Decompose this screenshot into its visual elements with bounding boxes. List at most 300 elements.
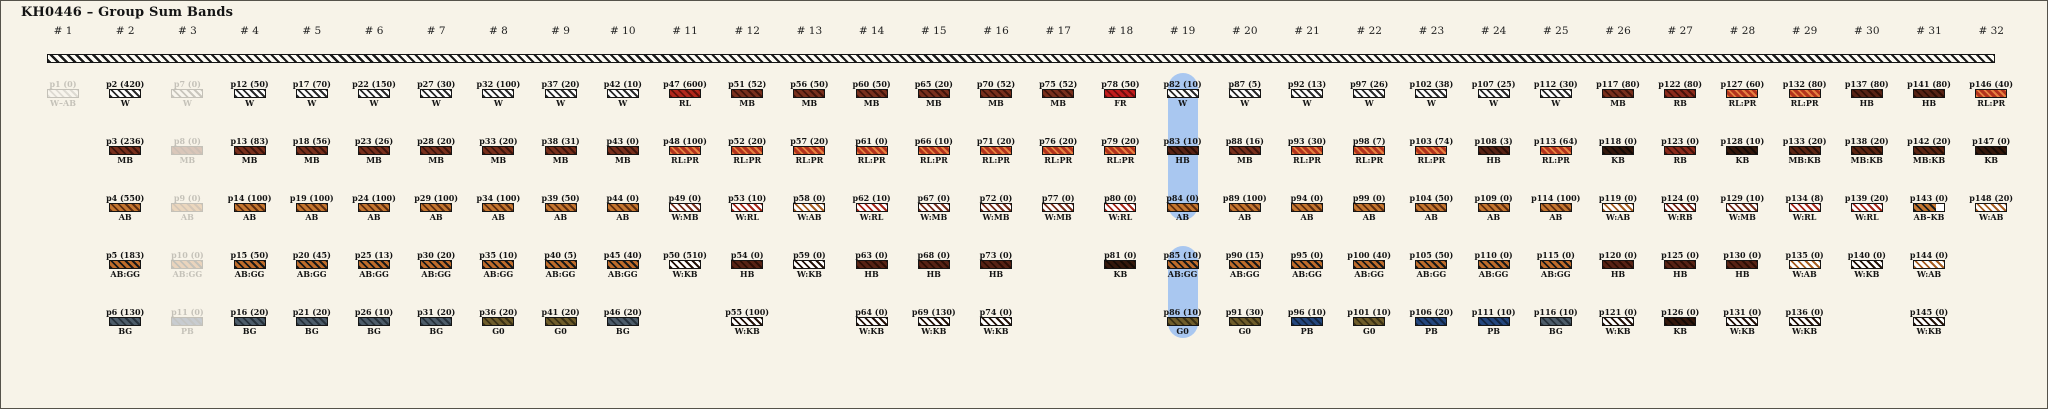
band-cell-p44[interactable]: [592, 194, 654, 222]
band-cell-p92[interactable]: [1276, 80, 1338, 108]
band-cell-p106[interactable]: [1400, 308, 1462, 336]
band-cell-p103[interactable]: [1400, 137, 1462, 165]
band-code-label: MB: [552, 155, 569, 165]
band-cell-p93[interactable]: [1276, 137, 1338, 165]
band-cell-p62[interactable]: [841, 194, 903, 222]
band-cell-p31[interactable]: [405, 308, 467, 336]
band-code-label: W: [245, 98, 255, 108]
band-cell-p8[interactable]: [156, 137, 218, 165]
band-cell-p76[interactable]: [1027, 137, 1089, 165]
band-id-label: p145 (0): [1909, 307, 1949, 317]
band-bar: [1104, 203, 1136, 212]
band-cell-p27[interactable]: [405, 80, 467, 108]
band-cell-p133[interactable]: [1774, 137, 1836, 165]
band-cell-p73[interactable]: [965, 251, 1027, 279]
column-header: # 12: [734, 25, 760, 37]
band-bar: [1913, 89, 1945, 98]
band-cell-p56[interactable]: [778, 80, 840, 108]
band-bar: [296, 146, 328, 155]
band-cell-p48[interactable]: [654, 137, 716, 165]
band-cell-p136[interactable]: [1774, 308, 1836, 336]
band-bar: [731, 203, 763, 212]
band-id-label: p42 (10): [603, 79, 642, 89]
band-id-label: p47 (600): [663, 79, 707, 89]
band-cell-p10[interactable]: [156, 251, 218, 279]
band-cell-p125[interactable]: [1649, 251, 1711, 279]
band-cell-p21[interactable]: [281, 308, 343, 336]
band-code-label: RL:PR: [1417, 155, 1446, 165]
band-bar: [1104, 260, 1136, 269]
band-id-label: p100 (40): [1347, 250, 1392, 260]
band-id-label: p28 (20): [417, 136, 456, 146]
band-code-label: G0: [1362, 326, 1376, 336]
band-cell-p113[interactable]: [1525, 137, 1587, 165]
band-cell-p104[interactable]: [1400, 194, 1462, 222]
band-bar: [171, 317, 203, 326]
band-bar: [1664, 317, 1696, 326]
band-cell-p37[interactable]: [530, 80, 592, 108]
band-cell-p107[interactable]: [1463, 80, 1525, 108]
band-bar: [1726, 146, 1758, 155]
band-bar: [171, 260, 203, 269]
band-cell-p4[interactable]: [94, 194, 156, 222]
band-code-label: W: [369, 98, 379, 108]
band-cell-p86[interactable]: [1152, 308, 1214, 336]
band-bar: [856, 317, 888, 326]
band-id-label: p46 (20): [603, 307, 642, 317]
band-cell-p99[interactable]: [1338, 194, 1400, 222]
band-code-label: W: [307, 98, 317, 108]
band-bar: [1540, 317, 1572, 326]
band-cell-p132[interactable]: [1774, 80, 1836, 108]
band-cell-p89[interactable]: [1214, 194, 1276, 222]
band-bar: [482, 260, 514, 269]
band-cell-p53[interactable]: [716, 194, 778, 222]
band-cell-p3[interactable]: [94, 137, 156, 165]
band-code-label: RL:PR: [919, 155, 948, 165]
band-cell-p143[interactable]: [1898, 194, 1960, 222]
band-id-label: p69 (130): [911, 307, 956, 317]
band-cell-p35[interactable]: [467, 251, 529, 279]
column-header: # 30: [1854, 25, 1880, 37]
band-cell-p42[interactable]: [592, 80, 654, 108]
band-cell-p14[interactable]: [219, 194, 281, 222]
band-code-label: KB: [1113, 269, 1128, 279]
band-cell-p15[interactable]: [219, 251, 281, 279]
column-header: # 13: [796, 25, 823, 37]
band-cell-p46[interactable]: [592, 308, 654, 336]
band-cell-p52[interactable]: [716, 137, 778, 165]
band-cell-p54[interactable]: [716, 251, 778, 279]
band-code-label: RL:PR: [733, 155, 762, 165]
band-id-label: p92 (13): [1287, 79, 1327, 89]
band-cell-p83[interactable]: [1152, 137, 1214, 165]
band-cell-p116[interactable]: [1525, 308, 1587, 336]
band-cell-p121[interactable]: [1587, 308, 1649, 336]
band-id-label: p22 (150): [352, 79, 396, 89]
band-code-label: RL:PR: [857, 155, 886, 165]
band-cell-p41[interactable]: [530, 308, 592, 336]
band-bar: [1415, 260, 1447, 269]
band-bar: [607, 146, 639, 155]
band-cell-p34[interactable]: [467, 194, 529, 222]
band-cell-p124[interactable]: [1649, 194, 1711, 222]
band-id-label: p146 (40): [1969, 79, 2014, 89]
band-cell-p139[interactable]: [1836, 194, 1898, 222]
band-bar: [1229, 203, 1261, 212]
band-cell-p134[interactable]: [1774, 194, 1836, 222]
band-code-label: W:AB: [1792, 269, 1817, 279]
band-cell-p71[interactable]: [965, 137, 1027, 165]
band-cell-p38[interactable]: [530, 137, 592, 165]
band-cell-p24[interactable]: [343, 194, 405, 222]
band-cell-p78[interactable]: [1089, 80, 1151, 108]
band-code-label: MB:KB: [1912, 155, 1946, 165]
band-cell-p91[interactable]: [1214, 308, 1276, 336]
band-bar: [1851, 203, 1883, 212]
band-id-label: p142 (20): [1907, 136, 1951, 146]
band-cell-p123[interactable]: [1649, 137, 1711, 165]
band-id-label: p114 (100): [1531, 193, 1581, 203]
band-cell-p45[interactable]: [592, 251, 654, 279]
band-id-label: p3 (236): [106, 136, 145, 146]
band-cell-p131[interactable]: [1711, 308, 1773, 336]
band-cell-p61[interactable]: [841, 137, 903, 165]
band-cell-p109[interactable]: [1463, 194, 1525, 222]
band-bar: [1851, 146, 1883, 155]
band-id-label: p87 (5): [1228, 79, 1262, 89]
band-code-label: BG: [367, 326, 381, 336]
band-cell-p72[interactable]: [965, 194, 1027, 222]
band-id-label: p24 (100): [352, 193, 396, 203]
band-id-label: p93 (30): [1287, 136, 1327, 146]
band-cell-p77[interactable]: [1027, 194, 1089, 222]
band-bar: [1167, 260, 1199, 269]
band-bar: [1540, 89, 1572, 98]
band-bar: [545, 146, 577, 155]
band-cell-p111[interactable]: [1463, 308, 1525, 336]
band-cell-p148[interactable]: [1960, 194, 2022, 222]
band-cell-p68[interactable]: [903, 251, 965, 279]
band-bar: [1664, 89, 1696, 98]
band-bar: [731, 89, 763, 98]
band-cell-p141[interactable]: [1898, 80, 1960, 108]
band-code-label: AB:GG: [234, 269, 265, 279]
band-code-label: BG: [429, 326, 444, 336]
band-bar: [1291, 89, 1323, 98]
band-cell-p82[interactable]: [1152, 80, 1214, 108]
band-cell-p26[interactable]: [343, 308, 405, 336]
band-cell-p25[interactable]: [343, 251, 405, 279]
band-code-label: W:RL: [735, 212, 760, 222]
band-code-label: G0: [1238, 326, 1251, 336]
band-code-label: MB: [303, 155, 320, 165]
band-bar: [918, 146, 950, 155]
band-cell-p6[interactable]: [94, 308, 156, 336]
band-code-label: W: [618, 98, 628, 108]
band-code-label: AB:GG: [1416, 269, 1447, 279]
band-code-label: AB: [429, 212, 443, 222]
band-cell-p29[interactable]: [405, 194, 467, 222]
band-cell-p147[interactable]: [1960, 137, 2022, 165]
band-code-label: W: [431, 98, 441, 108]
band-code-label: W: [120, 98, 130, 108]
band-id-label: p98 (7): [1352, 136, 1386, 146]
band-code-label: W: [1426, 98, 1436, 108]
band-code-label: RB: [1673, 98, 1687, 108]
band-cell-p65[interactable]: [903, 80, 965, 108]
band-bar: [1415, 317, 1447, 326]
band-cell-p98[interactable]: [1338, 137, 1400, 165]
band-code-label: HB: [988, 269, 1004, 279]
band-id-label: p86 (10): [1163, 307, 1202, 317]
band-cell-p127[interactable]: [1711, 80, 1773, 108]
band-id-label: p1 (0): [49, 79, 77, 89]
band-bar: [1042, 146, 1074, 155]
band-bar: [1540, 203, 1572, 212]
band-cell-p28[interactable]: [405, 137, 467, 165]
column-header: # 29: [1791, 25, 1818, 37]
band-id-label: p115 (0): [1536, 250, 1575, 260]
band-code-label: W:RB: [1667, 212, 1693, 222]
band-bar: [109, 260, 141, 269]
band-bar: [1478, 89, 1510, 98]
band-cell-p84[interactable]: [1152, 194, 1214, 222]
band-cell-p57[interactable]: [778, 137, 840, 165]
band-code-label: AB: [180, 212, 194, 222]
band-code-label: W:AB: [1605, 212, 1631, 222]
band-cell-p33[interactable]: [467, 137, 529, 165]
band-id-label: p97 (26): [1350, 79, 1389, 89]
band-cell-p43[interactable]: [592, 137, 654, 165]
band-id-label: p136 (0): [1785, 307, 1824, 317]
band-cell-p112[interactable]: [1525, 80, 1587, 108]
band-code-label: W: [182, 98, 192, 108]
band-cell-p5[interactable]: [94, 251, 156, 279]
band-bar: [234, 203, 266, 212]
band-cell-p58[interactable]: [778, 194, 840, 222]
band-bar: [793, 146, 825, 155]
band-cell-p122[interactable]: [1649, 80, 1711, 108]
band-cell-p110[interactable]: [1463, 251, 1525, 279]
band-code-label: W:KB: [734, 326, 760, 336]
band-code-label: AB: [1362, 212, 1376, 222]
band-code-label: AB:GG: [483, 269, 514, 279]
band-cell-p69[interactable]: [903, 308, 965, 336]
band-code-label: MB: [614, 155, 631, 165]
band-bar: [1789, 89, 1821, 98]
band-cell-p100[interactable]: [1338, 251, 1400, 279]
band-cell-p114[interactable]: [1525, 194, 1587, 222]
band-cell-p80[interactable]: [1089, 194, 1151, 222]
band-cell-p140[interactable]: [1836, 251, 1898, 279]
band-code-label: RL:PR: [1790, 98, 1819, 108]
band-bar: [1478, 203, 1510, 212]
band-bar: [1229, 317, 1261, 326]
band-cell-p94[interactable]: [1276, 194, 1338, 222]
band-bar: [1167, 89, 1199, 98]
band-cell-p13[interactable]: [219, 137, 281, 165]
band-code-label: AB: [1176, 212, 1190, 222]
band-code-label: HB: [1921, 98, 1937, 108]
band-id-label: p111 (10): [1471, 307, 1516, 317]
band-cell-p108[interactable]: [1463, 137, 1525, 165]
band-cell-p96[interactable]: [1276, 308, 1338, 336]
band-cell-p137[interactable]: [1836, 80, 1898, 108]
band-bar: [1353, 146, 1385, 155]
band-cell-p40[interactable]: [530, 251, 592, 279]
band-bar: [980, 203, 1012, 212]
band-cell-p59[interactable]: [778, 251, 840, 279]
band-cell-p51[interactable]: [716, 80, 778, 108]
band-cell-p11[interactable]: [156, 308, 218, 336]
band-code-label: HB: [1859, 98, 1874, 108]
band-id-label: p67 (0): [917, 193, 951, 203]
band-cell-p142[interactable]: [1898, 137, 1960, 165]
band-cell-p36[interactable]: [467, 308, 529, 336]
band-cell-p60[interactable]: [841, 80, 903, 108]
band-cell-p66[interactable]: [903, 137, 965, 165]
band-cell-p146[interactable]: [1960, 80, 2022, 108]
band-cell-p74[interactable]: [965, 308, 1027, 336]
band-bar: [482, 317, 514, 326]
band-code-label: MB: [428, 155, 444, 165]
band-code-label: W: [1178, 98, 1188, 108]
band-cell-p79[interactable]: [1089, 137, 1151, 165]
band-bar: [1104, 146, 1136, 155]
band-code-label: HB: [1673, 269, 1688, 279]
band-bar: [607, 317, 639, 326]
band-bar: [1167, 317, 1199, 326]
band-bar: [1789, 146, 1821, 155]
band-cell-p145[interactable]: [1898, 308, 1960, 336]
column-header: # 20: [1232, 25, 1258, 37]
band-id-label: p103 (74): [1409, 136, 1454, 146]
band-cell-p30[interactable]: [405, 251, 467, 279]
band-cell-p12[interactable]: [219, 80, 281, 108]
band-cell-p88[interactable]: [1214, 137, 1276, 165]
band-code-label: AB:GG: [1230, 269, 1260, 279]
band-cell-p90[interactable]: [1214, 251, 1276, 279]
column-header: # 14: [858, 25, 885, 37]
band-cell-p105[interactable]: [1400, 251, 1462, 279]
band-cell-p32[interactable]: [467, 80, 529, 108]
band-id-label: p123 (0): [1661, 136, 1700, 146]
band-bar: [980, 260, 1012, 269]
band-cell-p115[interactable]: [1525, 251, 1587, 279]
band-id-label: p27 (30): [417, 79, 456, 89]
band-id-label: p57 (20): [790, 136, 829, 146]
band-cell-p23[interactable]: [343, 137, 405, 165]
band-cell-p9[interactable]: [156, 194, 218, 222]
band-cell-p129[interactable]: [1711, 194, 1773, 222]
band-cell-p7[interactable]: [156, 80, 218, 108]
band-code-label: AB:GG: [545, 269, 576, 279]
band-cell-p120[interactable]: [1587, 251, 1649, 279]
band-cell-p87[interactable]: [1214, 80, 1276, 108]
band-id-label: p2 (420): [106, 79, 145, 89]
band-cell-p64[interactable]: [841, 308, 903, 336]
band-cell-p128[interactable]: [1711, 137, 1773, 165]
band-cell-p130[interactable]: [1711, 251, 1773, 279]
band-bar: [1167, 146, 1199, 155]
band-id-label: p147 (0): [1972, 136, 2011, 146]
band-cell-p117[interactable]: [1587, 80, 1649, 108]
band-id-label: p39 (50): [541, 193, 580, 203]
band-cell-p50[interactable]: [654, 251, 716, 279]
band-code-label: HB: [1610, 269, 1626, 279]
band-code-label: AB:GG: [110, 269, 140, 279]
band-code-label: FR: [1114, 98, 1127, 108]
band-cell-p70[interactable]: [965, 80, 1027, 108]
band-cell-p75[interactable]: [1027, 80, 1089, 108]
band-code-label: AB:GG: [1478, 269, 1509, 279]
band-bar: [1229, 260, 1261, 269]
band-cell-p63[interactable]: [841, 251, 903, 279]
band-code-label: W:MB: [920, 212, 948, 222]
band-cell-p101[interactable]: [1338, 308, 1400, 336]
band-bar: [1353, 260, 1385, 269]
column-header: # 4: [240, 25, 259, 37]
band-code-label: RL:PR: [1106, 155, 1135, 165]
band-cell-p95[interactable]: [1276, 251, 1338, 279]
band-id-label: p40 (5): [544, 250, 577, 260]
band-code-label: AB: [305, 212, 319, 222]
band-bar: [980, 89, 1012, 98]
band-cell-p49[interactable]: [654, 194, 716, 222]
band-cell-p126[interactable]: [1649, 308, 1711, 336]
column-header: # 11: [672, 25, 698, 37]
band-bar: [1975, 89, 2007, 98]
band-cell-p22[interactable]: [343, 80, 405, 108]
band-cell-p102[interactable]: [1400, 80, 1462, 108]
band-cell-p20[interactable]: [281, 251, 343, 279]
band-bar: [296, 317, 328, 326]
band-cell-p138[interactable]: [1836, 137, 1898, 165]
band-cell-p135[interactable]: [1774, 251, 1836, 279]
band-id-label: p122 (80): [1658, 79, 1703, 89]
band-id-label: p108 (3): [1474, 136, 1513, 146]
band-code-label: W: [556, 98, 566, 108]
band-id-label: p91 (30): [1225, 307, 1264, 317]
band-cell-p119[interactable]: [1587, 194, 1649, 222]
band-id-label: p117 (80): [1596, 79, 1640, 89]
band-code-label: AB:GG: [297, 269, 327, 279]
band-cell-p19[interactable]: [281, 194, 343, 222]
band-code-label: W:KB: [1854, 269, 1880, 279]
band-cell-p85[interactable]: [1152, 251, 1214, 279]
band-cell-p55[interactable]: [716, 308, 778, 336]
band-cell-p39[interactable]: [530, 194, 592, 222]
band-cell-p2[interactable]: [94, 80, 156, 108]
band-cell-p144[interactable]: [1898, 251, 1960, 279]
band-cell-p47[interactable]: [654, 80, 716, 108]
column-header: # 24: [1480, 25, 1507, 37]
band-cell-p97[interactable]: [1338, 80, 1400, 108]
band-cell-p1[interactable]: [32, 80, 94, 108]
band-cell-p17[interactable]: [281, 80, 343, 108]
band-cell-p118[interactable]: [1587, 137, 1649, 165]
band-cell-p18[interactable]: [281, 137, 343, 165]
band-cell-p16[interactable]: [219, 308, 281, 336]
band-cell-p67[interactable]: [903, 194, 965, 222]
band-id-label: p31 (20): [417, 307, 456, 317]
band-bar: [1975, 203, 2007, 212]
band-cell-p81[interactable]: [1089, 251, 1151, 279]
band-bar: [1602, 203, 1634, 212]
band-id-label: p70 (52): [976, 79, 1016, 89]
band-code-label: W:KB: [1729, 326, 1755, 336]
